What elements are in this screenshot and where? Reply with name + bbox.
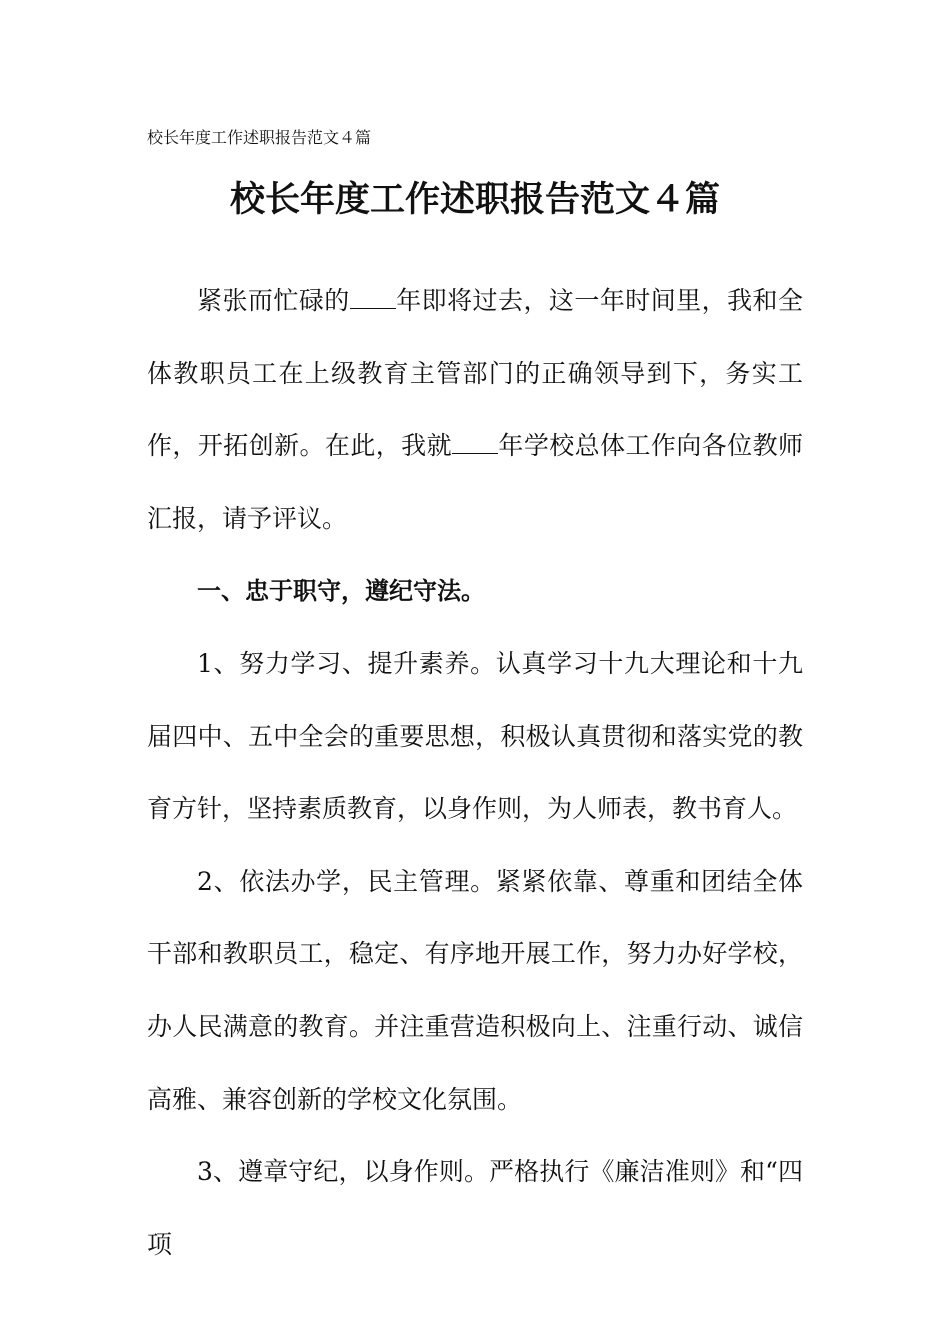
intro-text-2: 年即将过去，这一年时间里，我和全体教职员工在上级教育主管部门的正确领导到下，务实工作，开拓创新。在此，我就	[147, 286, 803, 461]
document-body	[147, 265, 803, 1281]
list-item: 1、努力学习、提升素养。认真学习十九大理论和十九届四中、五中全会的重要思想，积极认真贯彻和落实党的教育方针，坚持素质教育，以身作则，为人师表，教书育人。	[147, 648, 803, 824]
section-heading: 一、忠于职守，遵纪守法。	[197, 577, 485, 606]
list-item: 2、依法办学，民主管理。紧紧依靠、尊重和团结全体干部和教职员工，稳定、有序地开展工作，努力办好学校，办人民满意的教育。并注重营造积极向上、注重行动、诚信高雅、兼容创新的学校文化氛围。	[147, 866, 803, 1114]
intro-paragraph	[147, 265, 803, 555]
intro-text-1: 紧张而忙碌的	[197, 286, 350, 315]
document-title: 校长年度工作述职报告范文４篇	[229, 180, 720, 220]
blank-underline	[452, 433, 498, 454]
intro-text-3: 年学校总体工作向各位教师汇报，请予评议。	[147, 431, 803, 533]
blank-underline	[350, 288, 396, 309]
list-item: 3、遵章守纪，以身作则。严格执行《廉洁准则》和“四项	[147, 1157, 803, 1259]
running-header: 校长年度工作述职报告范文４篇	[147, 128, 372, 147]
